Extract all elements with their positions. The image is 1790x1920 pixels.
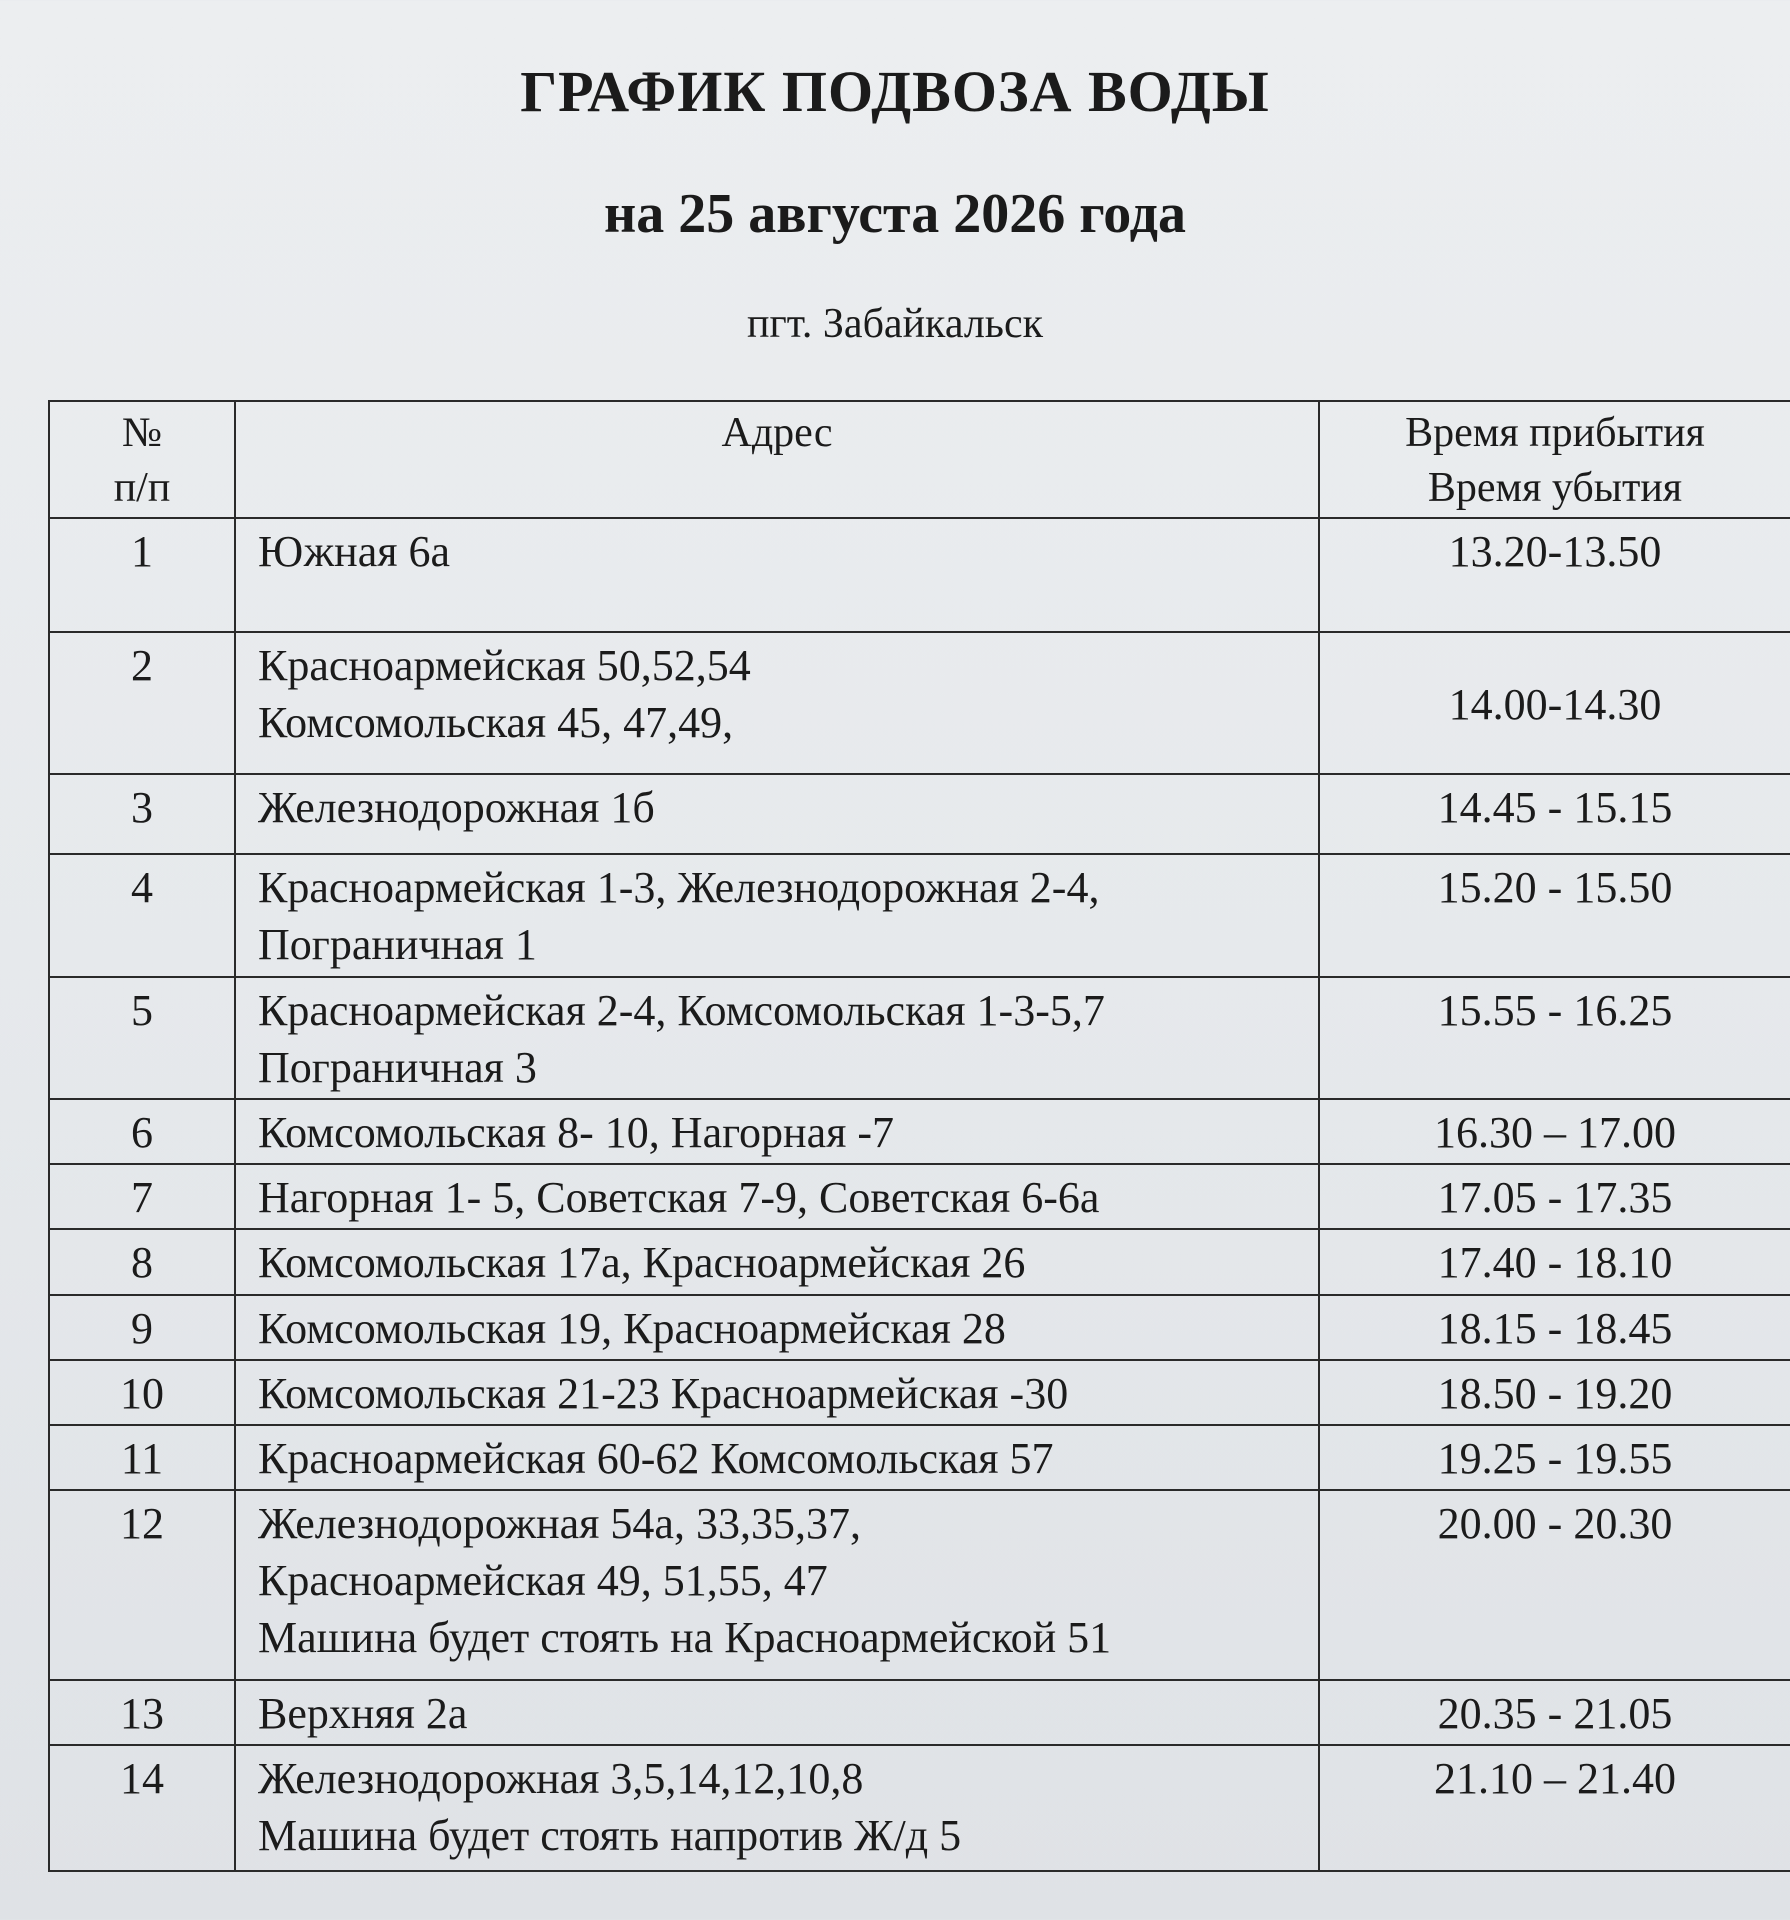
row-time: 21.10 – 21.40 <box>1319 1745 1790 1871</box>
row-time: 13.20-13.50 <box>1319 518 1790 632</box>
address-line: Железнодорожная 3,5,14,12,10,8 <box>258 1754 864 1804</box>
document-date: на 25 августа 2026 года <box>603 183 1186 245</box>
table-row <box>49 1360 1790 1425</box>
row-number: 2 <box>49 632 235 774</box>
row-address <box>235 977 1319 1099</box>
row-time: 20.00 - 20.30 <box>1319 1490 1790 1680</box>
row-time: 19.25 - 19.55 <box>1319 1425 1790 1490</box>
table-row <box>49 632 1790 774</box>
row-time: 15.20 - 15.50 <box>1319 854 1790 976</box>
row-number: 11 <box>49 1425 235 1490</box>
row-number: 5 <box>49 977 235 1099</box>
row-time: 20.35 - 21.05 <box>1319 1680 1790 1745</box>
row-number: 6 <box>49 1099 235 1164</box>
row-address <box>235 518 1319 632</box>
row-number: 14 <box>49 1745 235 1871</box>
row-time: 15.55 - 16.25 <box>1319 977 1790 1099</box>
address-line: Нагорная 1- 5, Советская 7-9, Советская 6-6а <box>258 1173 1100 1223</box>
table-row <box>49 774 1790 854</box>
water-delivery-table <box>48 400 1790 1872</box>
row-address <box>235 774 1319 854</box>
address-line: Красноармейская 60-62 Комсомольская 57 <box>258 1433 1054 1483</box>
row-number: 9 <box>49 1295 235 1360</box>
header-departure-label: Время убытия <box>1427 464 1683 511</box>
address-line: Комсомольская 8- 10, Нагорная -7 <box>258 1107 895 1157</box>
header-number <box>49 401 235 518</box>
row-time: 18.15 - 18.45 <box>1319 1295 1790 1360</box>
row-number: 13 <box>49 1680 235 1745</box>
table-row <box>49 1164 1790 1229</box>
header-address-label: Адрес <box>721 410 833 456</box>
address-line: Комсомольская 21-23 Красноармейская -30 <box>258 1368 1069 1418</box>
table-row <box>49 1099 1790 1164</box>
address-line: Машина будет стоять напротив Ж/д 5 <box>258 1811 962 1861</box>
row-time: 16.30 – 17.00 <box>1319 1099 1790 1164</box>
header-arrival-label: Время прибытия <box>1405 410 1705 456</box>
row-address <box>235 632 1319 774</box>
row-address <box>235 1099 1319 1164</box>
table-row <box>49 977 1790 1099</box>
address-line: Железнодорожная 54а, 33,35,37, <box>258 1499 861 1549</box>
row-address <box>235 1360 1319 1425</box>
address-line: Красноармейская 50,52,54 <box>258 641 751 691</box>
address-line: Красноармейская 2-4, Комсомольская 1-3-5,7 <box>258 985 1105 1035</box>
row-number: 10 <box>49 1360 235 1425</box>
address-line: Комсомольская 45, 47,49, <box>258 698 734 748</box>
row-address <box>235 854 1319 976</box>
row-address <box>235 1229 1319 1294</box>
row-time: 14.00-14.30 <box>1319 632 1790 774</box>
row-address <box>235 1164 1319 1229</box>
row-address <box>235 1745 1319 1871</box>
table-row <box>49 1490 1790 1680</box>
address-line: Железнодорожная 1б <box>258 783 655 833</box>
header-number-label: п/п <box>113 464 171 511</box>
table-row <box>49 1295 1790 1360</box>
row-address <box>235 1680 1319 1745</box>
document-locality: пгт. Забайкальск <box>746 301 1043 347</box>
row-address <box>235 1425 1319 1490</box>
row-number: 7 <box>49 1164 235 1229</box>
document-title: ГРАФИК ПОДВОЗА ВОДЫ <box>520 59 1270 124</box>
row-number: 8 <box>49 1229 235 1294</box>
address-line: Верхняя 2а <box>258 1689 468 1739</box>
address-line: Красноармейская 49, 51,55, 47 <box>258 1556 828 1606</box>
row-address <box>235 1295 1319 1360</box>
header-address <box>235 401 1319 518</box>
row-number: 4 <box>49 854 235 976</box>
header-time <box>1319 401 1790 518</box>
table-header-row <box>49 401 1790 518</box>
address-line: Комсомольская 19, Красноармейская 28 <box>258 1303 1006 1353</box>
row-time: 17.05 - 17.35 <box>1319 1164 1790 1229</box>
row-time: 17.40 - 18.10 <box>1319 1229 1790 1294</box>
table-body <box>49 518 1790 1871</box>
header-number-symbol: № <box>121 410 163 456</box>
table-row <box>49 518 1790 632</box>
row-time: 18.50 - 19.20 <box>1319 1360 1790 1425</box>
table-row <box>49 1680 1790 1745</box>
table-row <box>49 1229 1790 1294</box>
table-row <box>49 1745 1790 1871</box>
row-address <box>235 1490 1319 1680</box>
address-line: Комсомольская 17а, Красноармейская 26 <box>258 1238 1026 1288</box>
table-row <box>49 1425 1790 1490</box>
row-number: 1 <box>49 518 235 632</box>
row-number: 12 <box>49 1490 235 1680</box>
address-line: Пограничная 1 <box>258 920 537 970</box>
address-line: Пограничная 3 <box>258 1042 537 1092</box>
table-row <box>49 854 1790 976</box>
address-line: Южная 6а <box>258 527 451 577</box>
address-line: Машина будет стоять на Красноармейской 51 <box>258 1613 1112 1663</box>
row-number: 3 <box>49 774 235 854</box>
row-time: 14.45 - 15.15 <box>1319 774 1790 854</box>
address-line: Красноармейская 1-3, Железнодорожная 2-4, <box>258 863 1100 913</box>
